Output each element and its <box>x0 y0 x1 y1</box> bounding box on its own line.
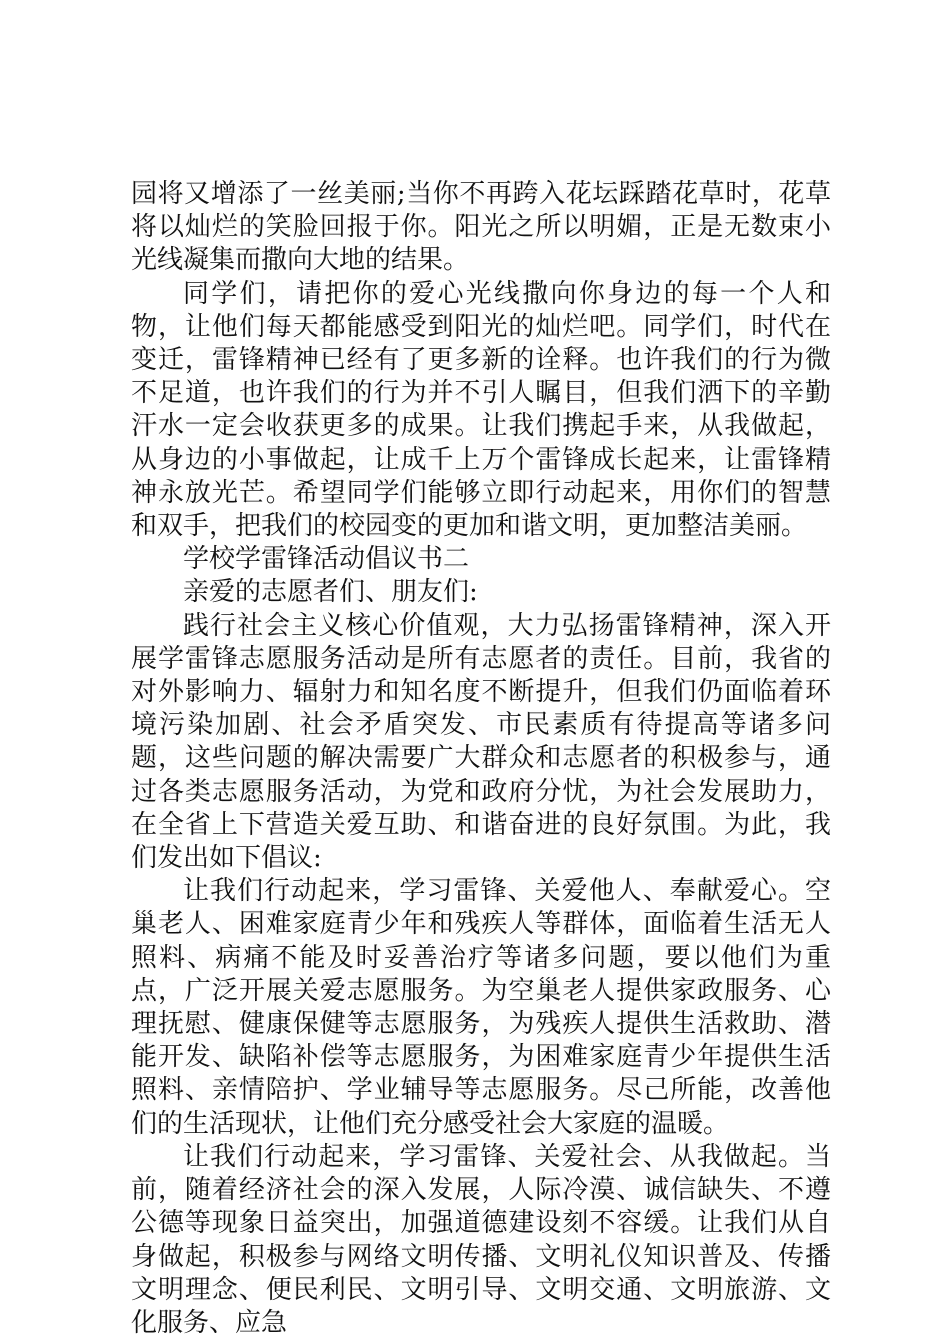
paragraph-1: 园将又增添了一丝美丽;当你不再跨入花坛踩踏花草时，花草将以灿烂的笑脸回报于你。阳光之所以明媚，正是无数束小光线凝集而撒向大地的结果。 <box>131 179 831 276</box>
paragraph-5: 践行社会主义核心价值观，大力弘扬雷锋精神，深入开展学雷锋志愿服务活动是所有志愿者的责任。目前，我省的对外影响力、辐射力和知名度不断提升，但我们仍面临着环境污染加剧、社会矛盾突发、市民素质有待提高等诸多问题，这些问题的解决需要广大群众和志愿者的积极参与，通过各类志愿服务活动，为党和政府分忧，为社会发展助力，在全省上下营造关爱互助、和谐奋进的良好氛围。为此，我们发出如下倡议: <box>131 610 831 874</box>
section-heading: 学校学雷锋活动倡议书二 <box>183 544 470 575</box>
paragraph-6: 让我们行动起来，学习雷锋、关爱他人、奉献爱心。空巢老人、困难家庭青少年和残疾人等群体，面临着生活无人照料、病痛不能及时妥善治疗等诸多问题，要以他们为重点，广泛开展关爱志愿服务。为空巢老人提供家政服务、心理抚慰、健康保健等志愿服务，为残疾人提供生活救助、潜能开发、缺陷补偿等志愿服务，为困难家庭青少年提供生活照料、亲情陪护、学业辅导等志愿服务。尽己所能，改善他们的生活现状，让他们充分感受社会大家庭的温暖。 <box>131 876 831 1139</box>
salutation: 亲爱的志愿者们、朋友们: <box>183 577 478 608</box>
paragraph-7: 让我们行动起来，学习雷锋、关爱社会、从我做起。当前，随着经济社会的深入发展，人际冷漠、诚信缺失、不遵公德等现象日益突出，加强道德建设刻不容缓。让我们从自身做起，积极参与网络文明传播、文明礼仪知识普及、传播文明理念、便民利民、文明引导、文明交通、文明旅游、文化服务、应急 <box>131 1141 831 1338</box>
paragraph-2: 同学们，请把你的爱心光线撒向你身边的每一个人和物，让他们每天都能感受到阳光的灿烂吧。同学们，时代在变迁，雷锋精神已经有了更多新的诠释。也许我们的行为微不足道，也许我们的行为并不引人瞩目，但我们洒下的辛勤汗水一定会收获更多的成果。让我们携起手来，从我做起，从身边的小事做起，让成千上万个雷锋成长起来，让雷锋精神永放光芒。希望同学们能够立即行动起来，用你们的智慧和双手，把我们的校园变的更加和谐文明，更加整洁美丽。 <box>131 278 831 542</box>
document-body <box>131 178 831 1340</box>
